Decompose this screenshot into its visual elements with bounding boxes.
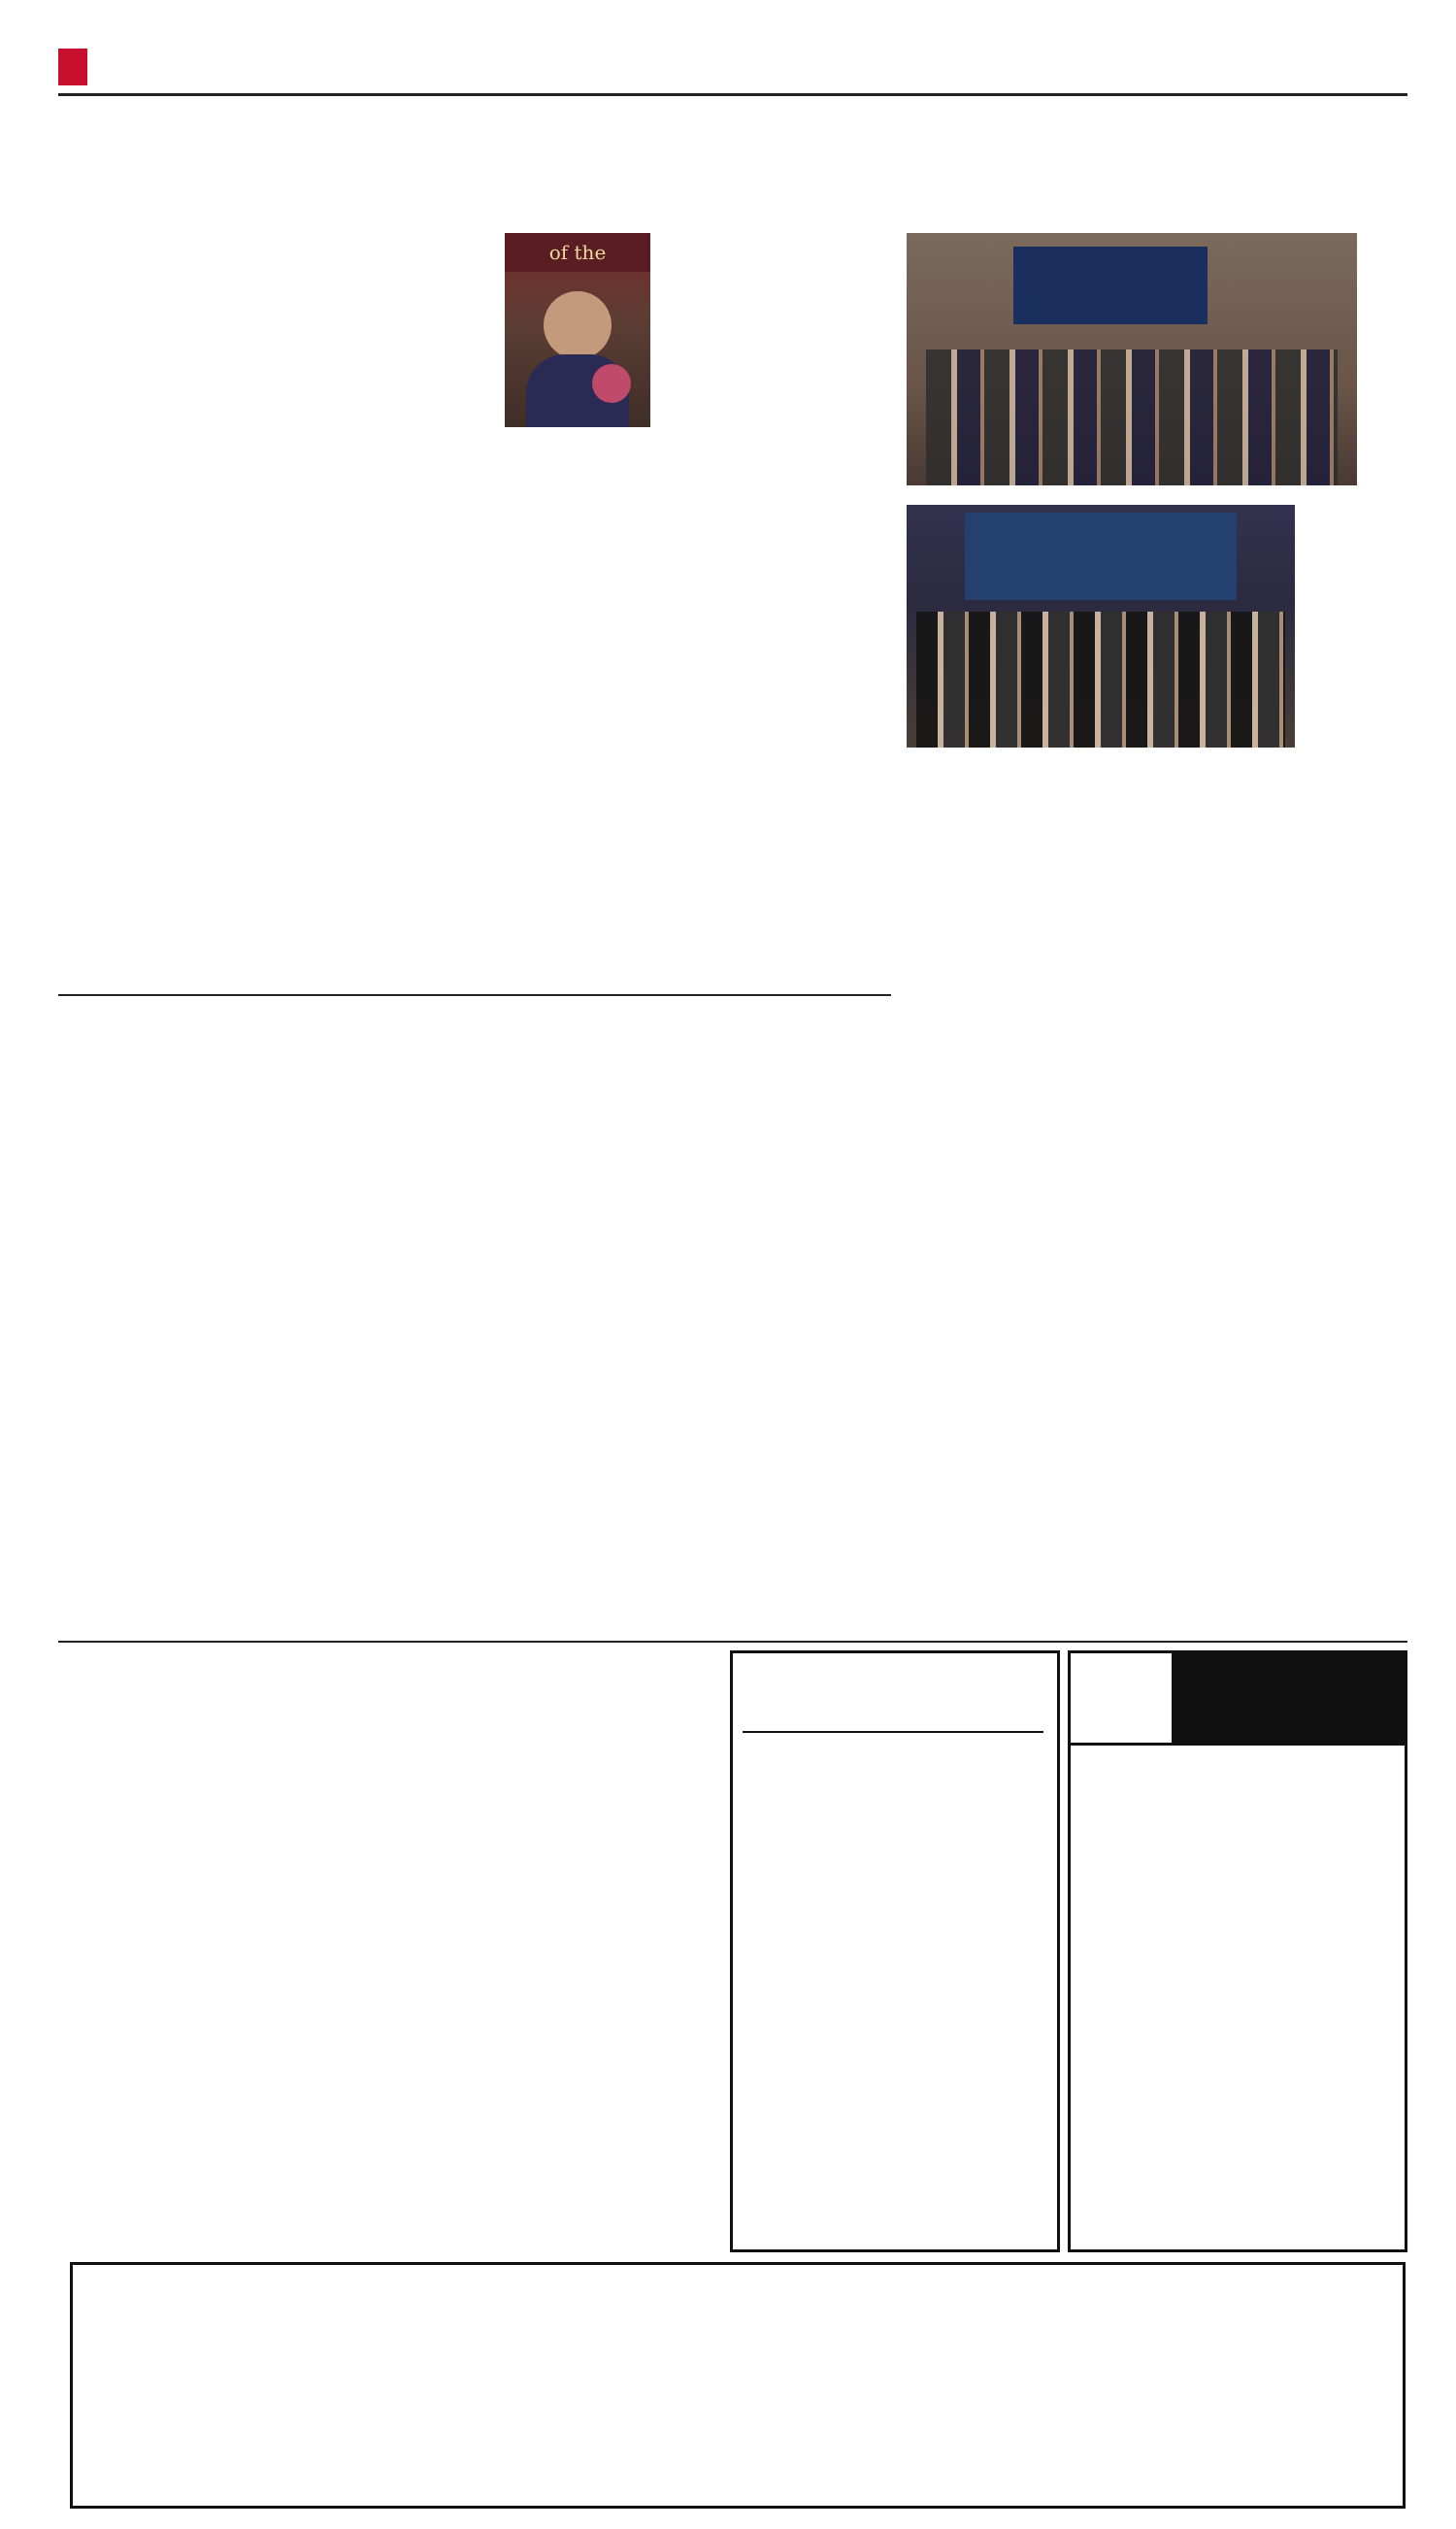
ad-re-header: [1071, 1653, 1405, 1746]
article2-col1: [70, 1060, 326, 1633]
group-people: [926, 349, 1338, 485]
article1-col1: [70, 233, 330, 988]
award-banner-title: [1013, 247, 1208, 260]
article3-rule: [58, 1641, 1407, 1643]
flower-bouquet: [592, 364, 631, 403]
screen-title: [965, 513, 1237, 516]
article2-col2: [338, 1060, 588, 1633]
page-header: [58, 47, 1407, 91]
article3-headline: [70, 1650, 730, 1709]
ad-re-title-bg: [1172, 1653, 1405, 1743]
article1-col4: [907, 767, 1132, 1612]
ad-machine-divider: [743, 1731, 1043, 1733]
ad-machine-shop: [730, 1650, 1060, 2252]
propolis-ad: [70, 2260, 1400, 2505]
article1-col5: [1145, 767, 1361, 1175]
article1-col3: [660, 268, 893, 988]
person-silhouette: [544, 291, 612, 359]
article3-col1: [70, 1718, 390, 2243]
article2-col3: [600, 1060, 887, 1633]
group-people: [916, 612, 1285, 748]
student-names-screen: [965, 513, 1237, 600]
article3-col2-top: [402, 1718, 718, 1767]
article2-rule: [58, 994, 891, 996]
page-letter-badge: [58, 49, 87, 85]
ad-real-estate: [1068, 1650, 1407, 2252]
njcta-notice: [1145, 1180, 1361, 1607]
award-banner: [1013, 247, 1208, 324]
photo-banner: of the: [505, 233, 650, 272]
teacher-award-photo: [505, 233, 650, 427]
youth-leader-group-photo: [907, 505, 1295, 748]
header-rule: [58, 93, 1407, 96]
article3-col2: [402, 1806, 718, 2243]
volunteer-award-group-photo: [907, 233, 1357, 485]
